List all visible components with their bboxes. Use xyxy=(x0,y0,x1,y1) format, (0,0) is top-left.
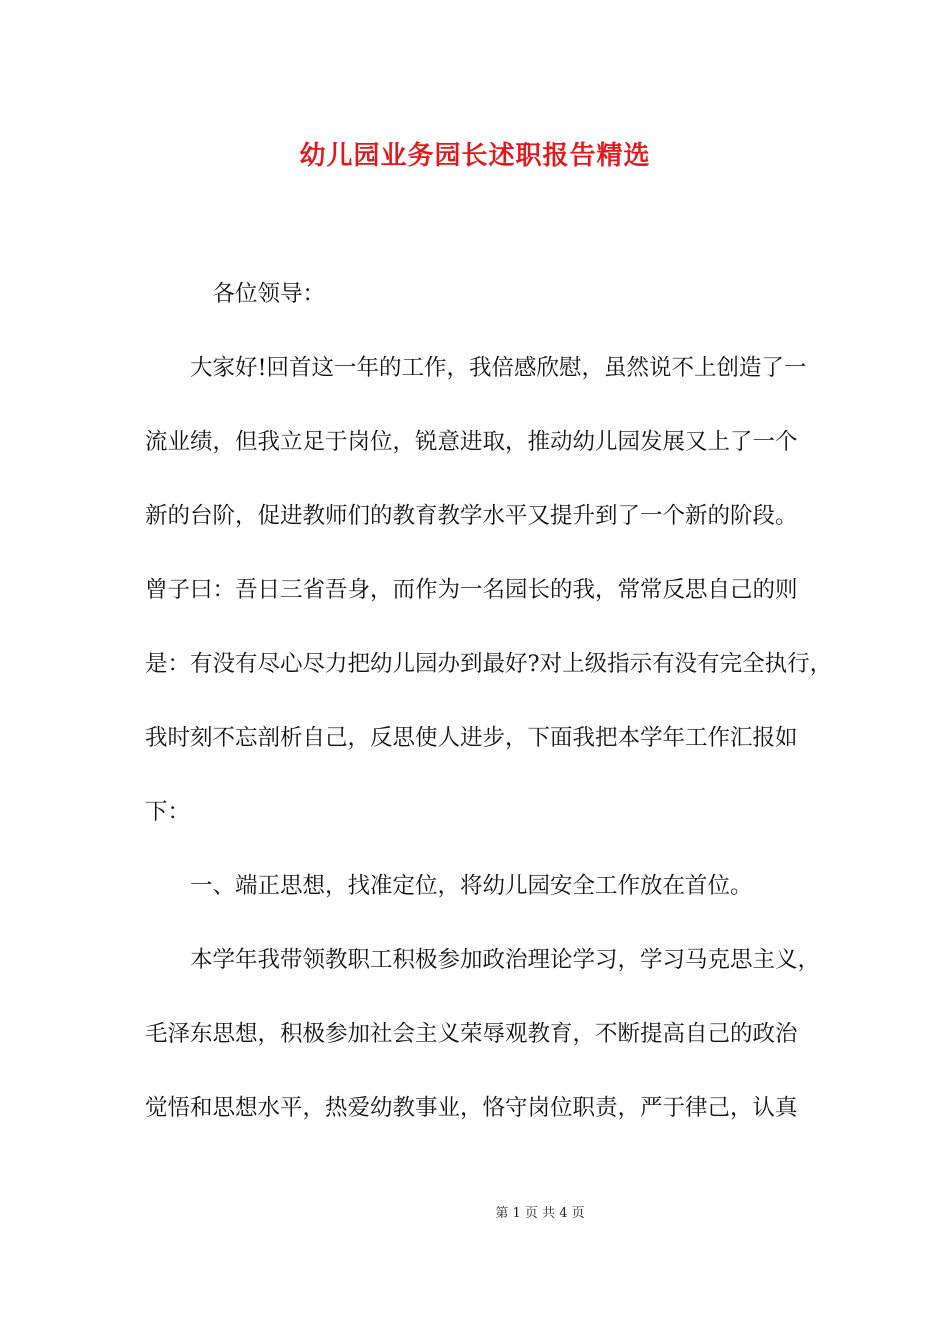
page-footer: 第 1 页 共 4 页 xyxy=(495,1206,585,1221)
paragraph-line: 曾子曰：吾日三省吾身，而作为一名园长的我，常常反思自己的则 xyxy=(145,577,798,603)
section-heading: 一、端正思想，找准定位，将幼儿园安全工作放在首位。 xyxy=(145,873,753,899)
document-title: 幼儿园业务园长述职报告精选 xyxy=(299,141,651,171)
paragraph-line: 是：有没有尽心尽力把幼儿园办到最好?对上级指示有没有完全执行， xyxy=(145,651,833,677)
paragraph-line: 觉悟和思想水平，热爱幼教事业，恪守岗位职责，严于律己，认真 xyxy=(145,1095,798,1121)
paragraph-line: 下： xyxy=(145,799,191,825)
paragraph-line: 新的台阶，促进教师们的教育教学水平又提升到了一个新的阶段。 xyxy=(145,503,798,529)
paragraph-line: 大家好!回首这一年的工作，我倍感欣慰，虽然说不上创造了一 xyxy=(145,355,807,381)
paragraph-line: 流业绩，但我立足于岗位，锐意进取，推动幼儿园发展又上了一个 xyxy=(145,429,798,455)
paragraph-line: 毛泽东思想，积极参加社会主义荣辱观教育，不断提高自己的政治 xyxy=(145,1021,798,1047)
paragraph-line: 我时刻不忘剖析自己，反思使人进步，下面我把本学年工作汇报如 xyxy=(145,725,798,751)
salutation-line: 各位领导： xyxy=(145,281,326,307)
paragraph-line: 本学年我带领教职工积极参加政治理论学习，学习马克思主义， xyxy=(145,947,821,973)
